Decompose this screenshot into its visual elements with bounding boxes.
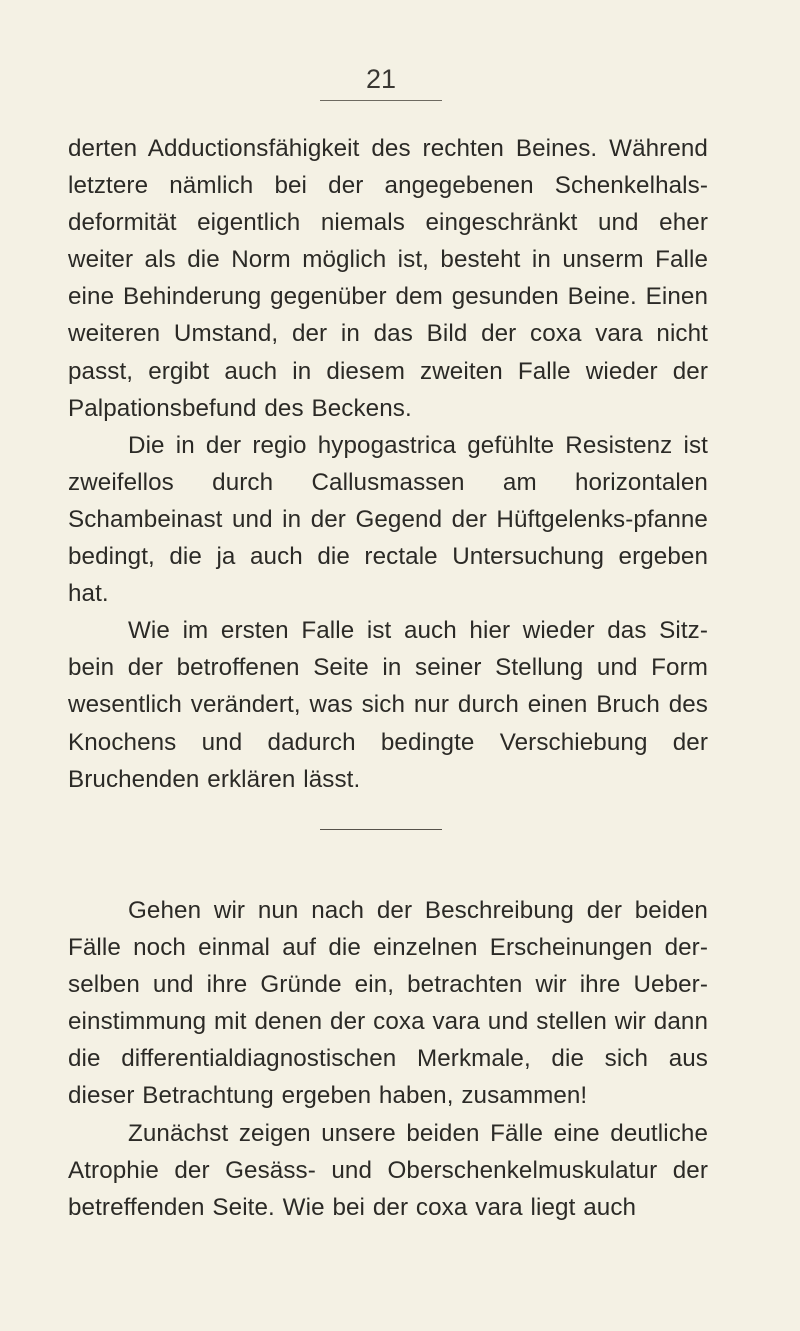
section-divider (320, 829, 442, 830)
header-rule (320, 100, 442, 101)
paragraph: derten Adductionsfähigkeit des rechten Beines. Während letztere nämlich bei der angegebenen Schenkelhals-deformität eigentlich niemals eingeschränkt und eher weiter als die Norm möglich ist, besteht in unserm Falle eine Behinderung gegenüber dem gesunden Beine. Einen weiteren Umstand, der in das Bild der coxa vara nicht passt, ergibt auch in diesem zweiten Falle wieder der Palpationsbefund des Beckens. (68, 135, 708, 422)
section-two (68, 892, 708, 1226)
page-number: 21 (365, 64, 397, 94)
paragraph: Zunächst zeigen unsere beiden Fälle eine deutliche Atrophie der Gesäss- und Oberschenkelmuskulatur der betreffenden Seite. Wie bei der coxa vara liegt auch (68, 1119, 708, 1221)
section-one (68, 130, 708, 798)
paragraph: Gehen wir nun nach der Beschreibung der beiden Fälle noch einmal auf die einzelnen Erscheinungen der-selben und ihre Gründe ein, betrachten wir ihre Ueber-einstimmung mit denen der coxa vara und stellen wir dann die differentialdiagnostischen Merkmale, die sich aus dieser Betrachtung ergeben haben, zusammen! (68, 897, 708, 1110)
paragraph: Wie im ersten Falle ist auch hier wieder das Sitz-bein der betroffenen Seite in seiner Stellung und Form wesentlich verändert, was sich nur durch einen Bruch des Knochens und dadurch bedingte Verschiebung der Bruchenden erklären lässt. (68, 617, 708, 793)
paragraph: Die in der regio hypogastrica gefühlte Resistenz ist zweifellos durch Callusmassen am horizontalen Schambeinast und in der Gegend der Hüftgelenks-pfanne bedingt, die ja auch die rectale Untersuchung ergeben hat. (68, 431, 708, 608)
